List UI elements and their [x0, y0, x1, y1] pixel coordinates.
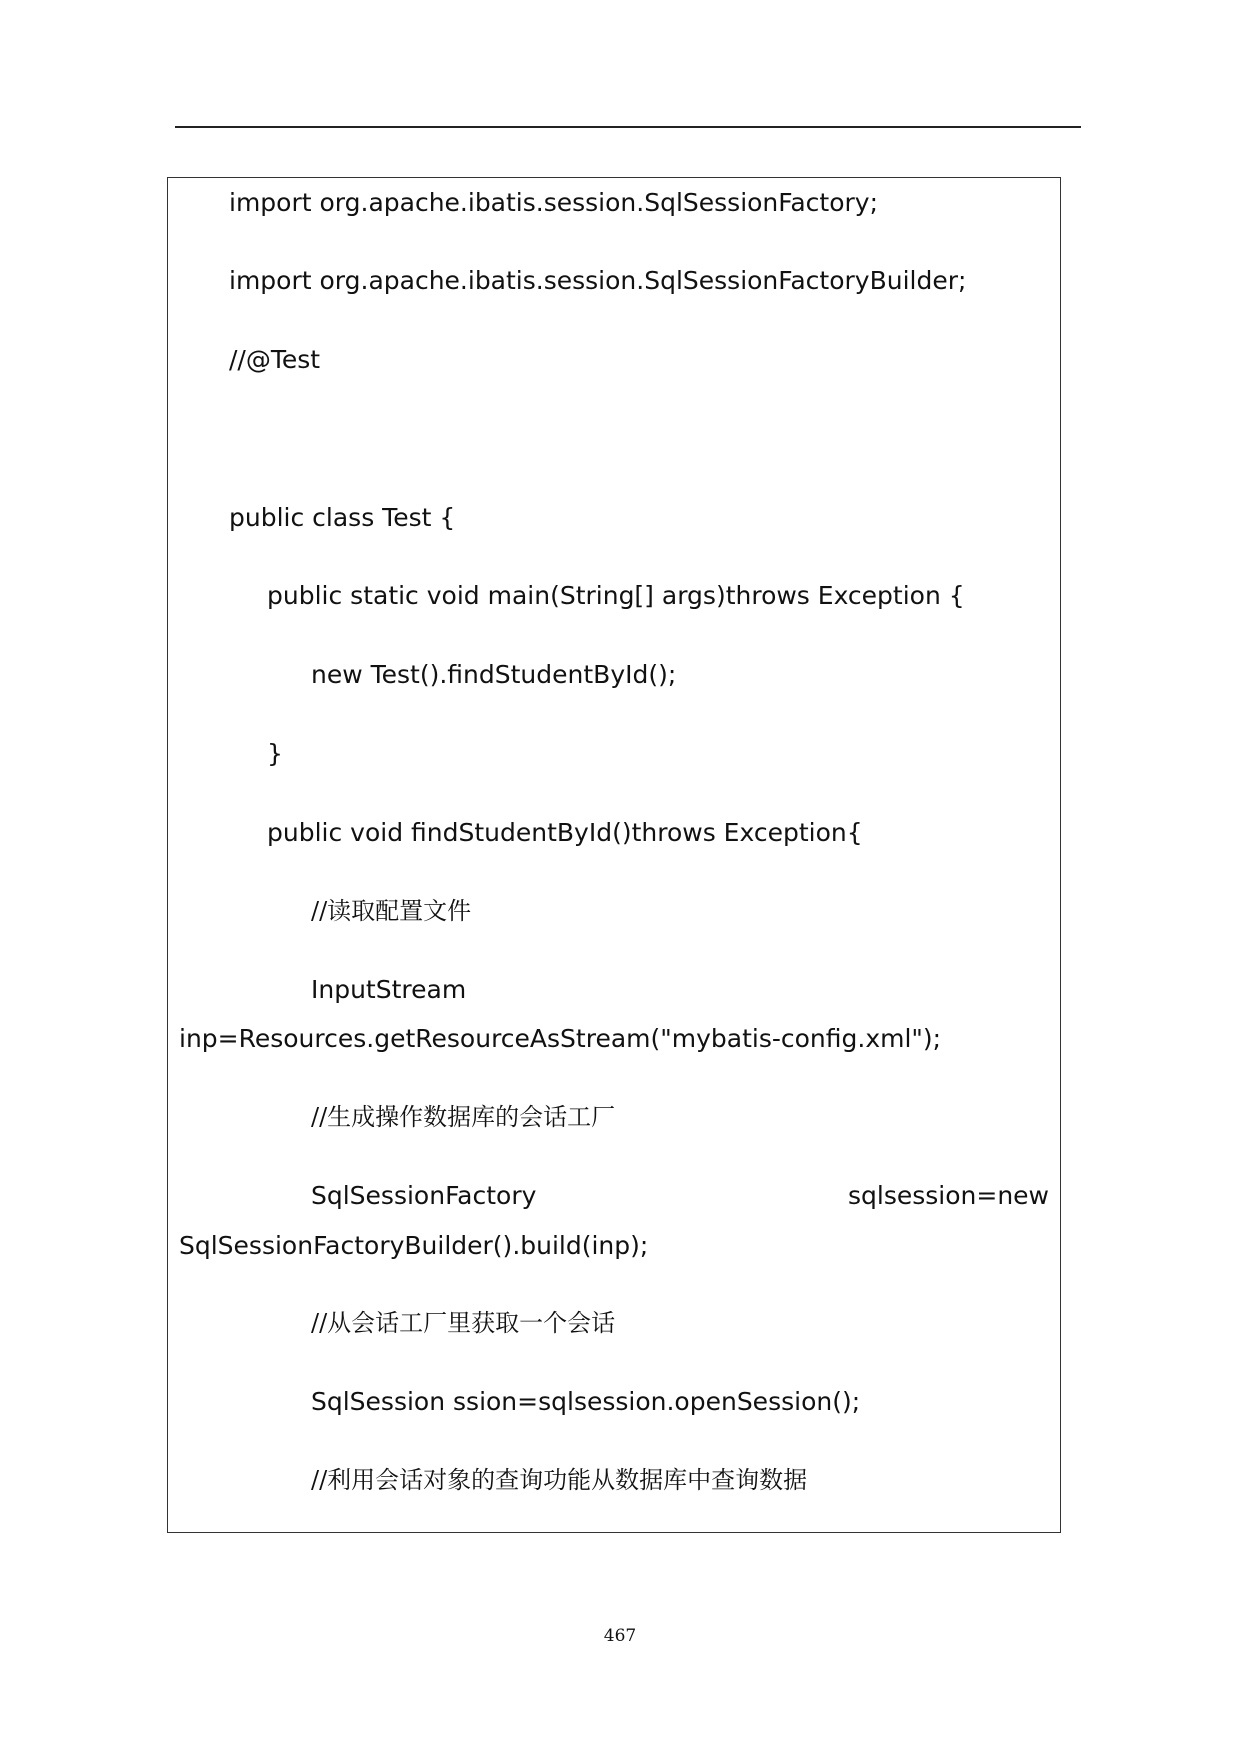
code-line-factory-assign: sqlsession=new — [847, 1181, 1049, 1210]
code-line-factory-type: SqlSessionFactory — [311, 1181, 537, 1210]
code-comment-build-factory: //生成操作数据库的会话工厂 — [311, 1103, 616, 1131]
code-line-method-decl: public void findStudentById()throws Exception{ — [267, 818, 863, 847]
code-line-inputstream-cont: inp=Resources.getResourceAsStream("mybatis-config.xml"); — [179, 1024, 942, 1053]
code-line-import-factory: import org.apache.ibatis.session.SqlSessionFactory; — [229, 188, 879, 217]
code-line-main-decl: public static void main(String[] args)throws Exception { — [267, 581, 965, 610]
code-comment-open-session: //从会话工厂里获取一个会话 — [311, 1309, 616, 1337]
page-number: 467 — [603, 1626, 637, 1646]
code-comment-query: //利用会话对象的查询功能从数据库中查询数据 — [311, 1466, 808, 1494]
header-rule — [175, 126, 1081, 128]
code-line-test-annotation: //@Test — [229, 345, 321, 374]
code-comment-read-config: //读取配置文件 — [311, 897, 472, 925]
code-line-factory-cont: SqlSessionFactoryBuilder().build(inp); — [179, 1231, 649, 1260]
code-line-main-close: } — [267, 739, 283, 768]
code-line-open-session: SqlSession ssion=sqlsession.openSession(); — [311, 1387, 861, 1416]
code-line-class-decl: public class Test { — [229, 503, 456, 532]
code-line-inputstream: InputStream — [311, 975, 467, 1004]
code-line-import-builder: import org.apache.ibatis.session.SqlSessionFactoryBuilder; — [229, 266, 967, 295]
code-line-main-body: new Test().findStudentById(); — [311, 660, 677, 689]
